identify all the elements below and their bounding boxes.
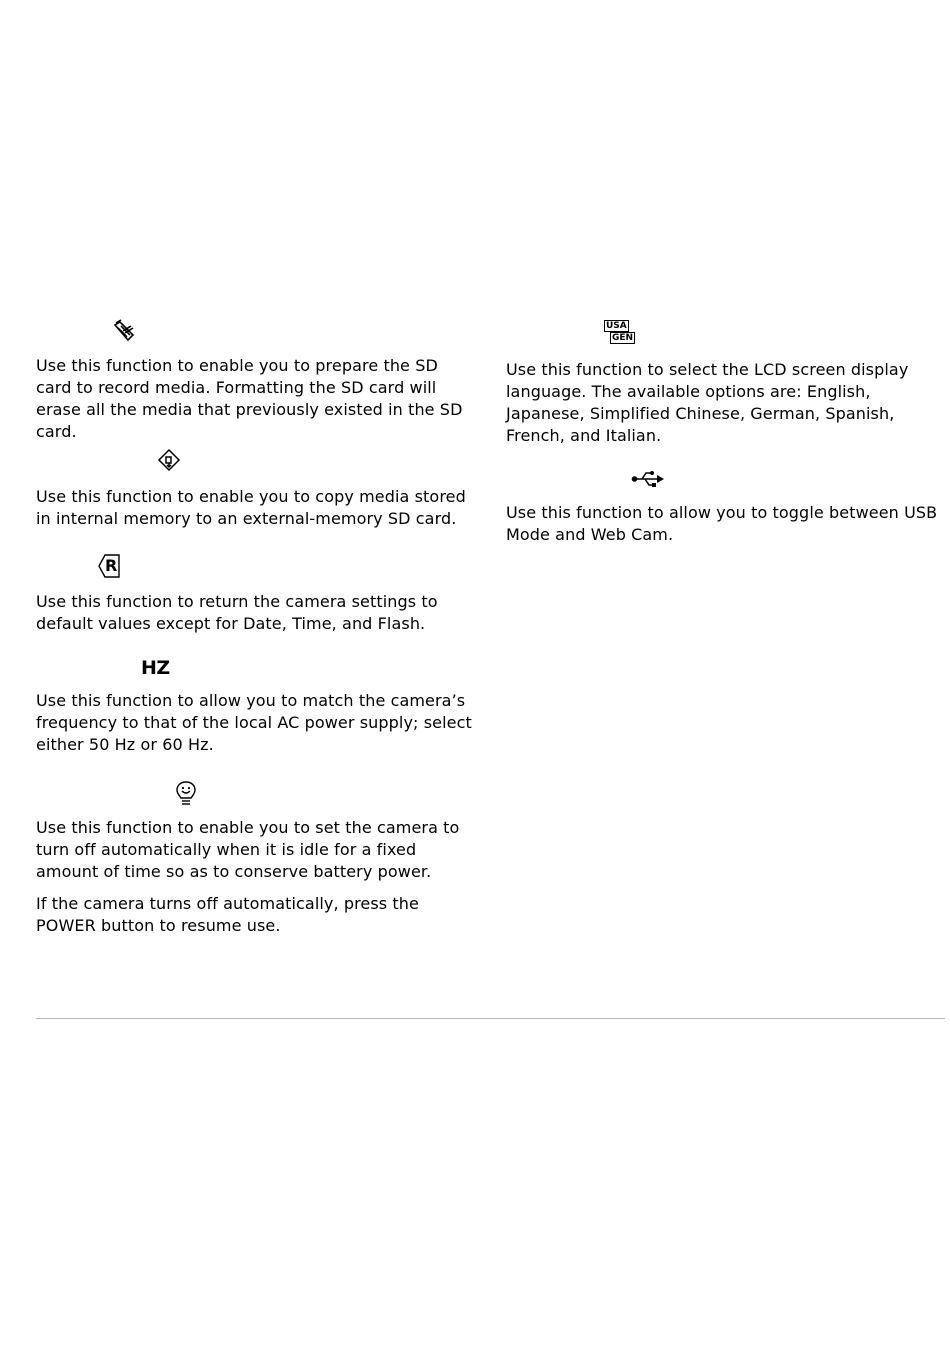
format-sd-card-icon [112, 319, 136, 343]
language-icon [604, 320, 634, 346]
reset-description: Use this function to return the camera settings to default values except for Date, Time, and Flash. [36, 592, 438, 633]
frequency-description: Use this function to allow you to match the camera’s frequency to that of the local AC power supply; select either 50 Hz or 60 Hz. [36, 691, 472, 754]
language-description: Use this function to select the LCD screen display language. The available options are: English, Japanese, Simplified Chinese, German, Spanish, French, and Italian. [506, 360, 909, 445]
footer-divider [36, 1018, 945, 1019]
power-saving-icon [175, 780, 197, 808]
reset-icon-letter: R [105, 556, 118, 575]
copy-to-card-description: Use this function to enable you to copy media stored in internal memory to an external-memory SD card. [36, 487, 466, 528]
format-description: Use this function to enable you to prepare the SD card to record media. Formatting the SD card will erase all the media that previously existed in the SD card. [36, 356, 463, 441]
frequency-hz-icon: HZ [141, 657, 170, 679]
language-icon-bottom-text: GEN [612, 333, 634, 343]
language-icon-top-text: USA [606, 321, 627, 331]
auto-off-description: Use this function to enable you to set the camera to turn off automatically when it is idle for a fixed amount of time so as to conserve battery power. [36, 818, 460, 881]
usb-description: Use this function to allow you to toggle between USB Mode and Web Cam. [506, 503, 938, 544]
copy-to-card-icon [157, 448, 181, 474]
reset-settings-icon [98, 554, 120, 578]
auto-off-note: If the camera turns off automatically, press the POWER button to resume use. [36, 894, 419, 935]
usb-icon [631, 470, 665, 488]
